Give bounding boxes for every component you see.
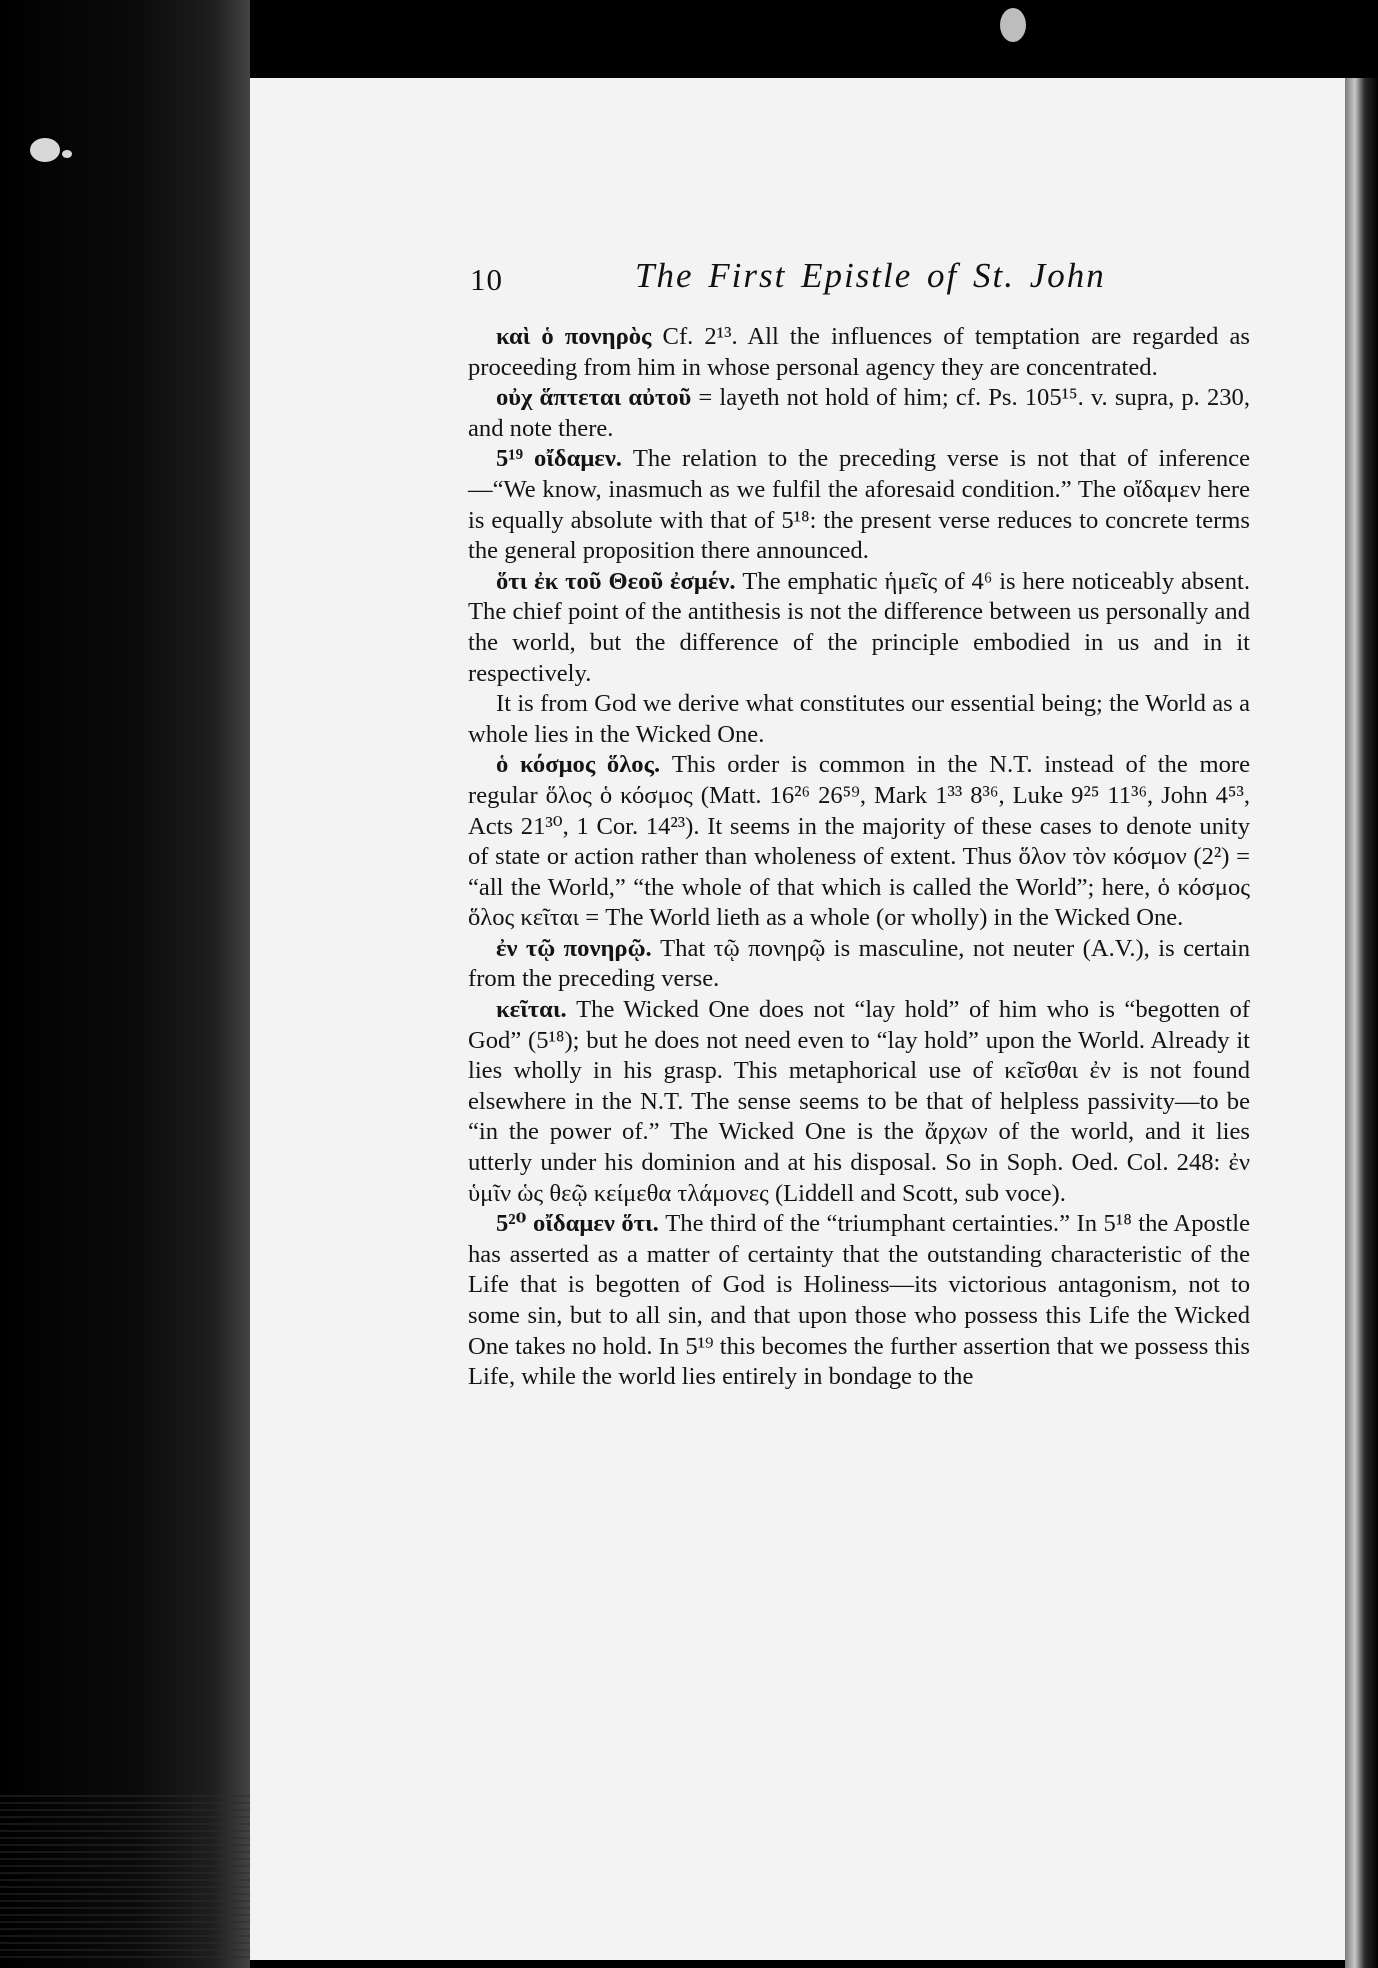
paragraph — [468, 1209, 1250, 1393]
page-edge — [1345, 78, 1378, 1968]
paragraph — [468, 995, 1250, 1209]
dust-speck — [1000, 8, 1026, 42]
greek-lemma: ὅτι ἐκ τοῦ Θεοῦ ἐσμέν. — [496, 567, 736, 595]
paragraph — [468, 322, 1250, 383]
paragraph-text: = layeth not hold of him; cf. Ps. 105¹⁵. v. supra, p. 230, and note there. — [468, 384, 1250, 442]
body-text — [468, 322, 1250, 1393]
paragraph-text: The relation to the preceding verse is not that of inference—“We know, inasmuch as we fulfil the aforesaid condition.” The οἴδαμεν here is equally absolute with that of 5¹⁸: the present verse reduces to concrete terms the general proposition there announced. — [468, 445, 1250, 565]
dust-speck — [30, 138, 60, 162]
paragraph — [468, 383, 1250, 444]
paragraph — [468, 750, 1250, 934]
paragraph-text: It is from God we derive what constitutes our essential being; the World as a whole lies in the Wicked One. — [468, 690, 1250, 748]
greek-lemma: 5²⁰ οἴδαμεν ὅτι. — [496, 1210, 659, 1238]
scan-artifact-lines — [0, 1790, 250, 1960]
book-gutter-shadow — [0, 0, 250, 1968]
paragraph — [468, 567, 1250, 689]
greek-lemma: ἐν τῷ πονηρῷ. — [496, 934, 652, 962]
page-number: 10 — [470, 262, 503, 297]
paragraph-text: The third of the “triumphant certainties.” In 5¹⁸ the Apostle has asserted as a matter of certainty that the outstanding characteristic of the Life that is begotten of God is Holiness—its victorious antagonism, not to some sin, but to all sin, and that upon those who possess this Life the Wicked One takes no hold. In 5¹⁹ this becomes the further assertion that we possess this Life, while the world lies entirely in bondage to the — [468, 1210, 1250, 1391]
paragraph-text: The emphatic ἡμεῖς of 4⁶ is here noticeably absent. The chief point of the antithesis is not the difference between us personally and the world, but the difference of the principle embodied in us and in it respectively. — [468, 567, 1250, 687]
greek-lemma: οὐχ ἅπτεται αὐτοῦ — [496, 384, 692, 412]
greek-lemma: καὶ ὁ πονηρὸς — [496, 323, 652, 350]
paragraph — [468, 444, 1250, 566]
page-header — [470, 256, 1250, 306]
paragraph-text: That τῷ πονηρῷ is masculine, not neuter (A.V.), is certain from the preceding verse. — [468, 934, 1250, 993]
paragraph-text: The Wicked One does not “lay hold” of him who is “begotten of God” (5¹⁸); but he does not need even to “lay hold” upon the World. Already it lies wholly in his grasp. This metaphorical use of κεῖσθαι ἐν is not found elsewhere in the N.T. The sense seems to be that of helpless passivity—to be “in the power of.” The Wicked One is the ἄρχων of the world, and it lies utterly under his dominion and at his disposal. So in Soph. Oed. Col. 248: ἐν ὑμῖν ὡς θεῷ κείμεθα τλάμονες (Liddell and Scott, sub voce). — [468, 996, 1250, 1207]
greek-lemma: 5¹⁹ οἴδαμεν. — [496, 445, 622, 473]
running-title: The First Epistle of St. John — [635, 256, 1106, 295]
paragraph-text: Cf. 2¹³. All the influences of temptation are regarded as proceeding from him in whose personal agency they are concentrated. — [468, 323, 1250, 381]
greek-lemma: ὁ κόσμος ὅλος. — [496, 751, 661, 779]
paragraph-text: This order is common in the N.T. instead of the more regular ὅλος ὁ κόσμος (Matt. 16²⁶ 26⁵⁹, Mark 1³³ 8³⁶, Luke 9²⁵ 11³⁶, John 4⁵³, Acts 21³⁰, 1 Cor. 14²³). It seems in the majority of these cases to denote unity of state or action rather than wholeness of extent. Thus ὅλον τὸν κόσμον (2²) = “all the World,” “the whole of that which is called the World”; here, ὁ κόσμος ὅλος κεῖται = The World lieth as a whole (or wholly) in the Wicked One. — [468, 751, 1250, 932]
greek-lemma: κεῖται. — [496, 996, 567, 1024]
dust-speck — [62, 150, 72, 158]
paragraph — [468, 689, 1250, 750]
paragraph — [468, 934, 1250, 995]
